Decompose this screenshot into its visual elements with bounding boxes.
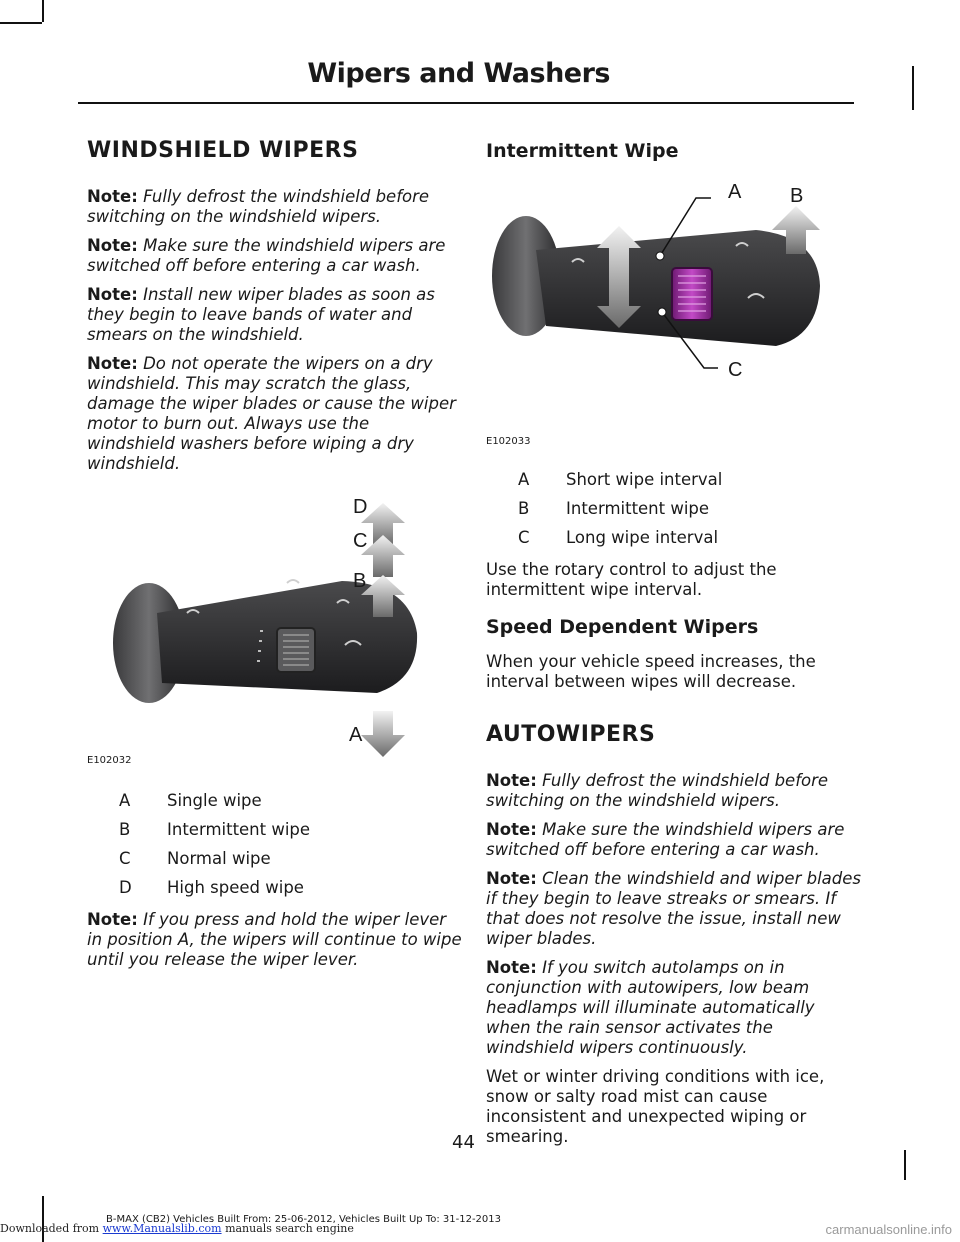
legend-text: Long wipe interval	[566, 528, 719, 547]
note	[486, 869, 861, 949]
rotary-control-figure	[486, 176, 861, 446]
legend-key: B	[518, 499, 530, 518]
autowipers-heading: AUTOWIPERS	[486, 722, 656, 747]
crop-mark	[42, 1196, 44, 1242]
download-prefix: Downloaded from	[0, 1222, 100, 1235]
crop-mark	[904, 1150, 906, 1180]
legend-text: High speed wipe	[167, 878, 304, 897]
note	[87, 910, 462, 970]
note-label: Note:	[486, 820, 537, 839]
figure-label: B	[790, 185, 804, 207]
note-text: If you press and hold the wiper lever in position A, the wipers will continue to wipe until you release the wiper lever.	[87, 910, 462, 969]
figure-code: E102032	[87, 755, 132, 766]
legend-row	[87, 791, 462, 811]
note-text: Make sure the windshield wipers are switched off before entering a car wash.	[486, 820, 845, 859]
note-label: Note:	[87, 187, 138, 206]
speed-dependent-heading: Speed Dependent Wipers	[486, 616, 759, 638]
note	[486, 820, 861, 860]
wiper-lever-figure	[87, 483, 462, 773]
legend-row	[87, 849, 462, 869]
note-label: Note:	[87, 910, 138, 929]
legend-text: Intermittent wipe	[167, 820, 311, 839]
legend-row	[87, 878, 462, 898]
figure-label: A	[349, 724, 363, 746]
crop-mark	[912, 66, 914, 110]
legend-text: Single wipe	[167, 791, 262, 810]
note-label: Note:	[87, 354, 138, 373]
note	[486, 771, 861, 811]
note-text: Do not operate the wipers on a dry windshield. This may scratch the glass, damage the wiper blades or cause the wiper motor to burn out. Always use the windshield washers before wiping a dry windshield.	[87, 354, 456, 473]
legend-row	[486, 528, 861, 548]
note-text: Install new wiper blades as soon as they begin to leave bands of water and smears on the windshield.	[87, 285, 435, 344]
page-number: 44	[452, 1132, 475, 1153]
note-label: Note:	[486, 958, 537, 977]
note	[87, 236, 462, 276]
note-text: Make sure the windshield wipers are switched off before entering a car wash.	[87, 236, 446, 275]
footer-vehicle-line: B-MAX (CB2) Vehicles Built From: 25-06-2012, Vehicles Built Up To: 31-12-2013	[106, 1214, 501, 1225]
legend-text: Short wipe interval	[566, 470, 723, 489]
figure-label: C	[728, 359, 743, 381]
header-divider	[78, 102, 854, 104]
note	[87, 285, 462, 345]
note-text: Fully defrost the windshield before switching on the windshield wipers.	[486, 771, 829, 810]
legend-key: A	[119, 791, 131, 810]
windshield-wipers-heading: WINDSHIELD WIPERS	[87, 138, 359, 163]
note	[87, 187, 462, 227]
footer-download-line	[0, 1222, 354, 1235]
legend-row	[87, 820, 462, 840]
speed-paragraph: When your vehicle speed increases, the interval between wipes will decrease.	[486, 652, 816, 691]
legend-text: Intermittent wipe	[566, 499, 710, 518]
final-paragraph: Wet or winter driving conditions with ice, snow or salty road mist can cause inconsistent and unexpected wiping or smearing.	[486, 1067, 825, 1146]
crop-mark	[42, 0, 44, 22]
rotary-paragraph: Use the rotary control to adjust the intermittent wipe interval.	[486, 560, 777, 599]
note	[87, 354, 462, 474]
figure-label: B	[353, 570, 367, 592]
note-label: Note:	[87, 285, 138, 304]
legend	[486, 470, 861, 548]
legend-row	[486, 499, 861, 519]
legend-text: Normal wipe	[167, 849, 271, 868]
download-suffix: manuals search engine	[225, 1222, 354, 1235]
legend-key: C	[518, 528, 530, 547]
legend	[87, 791, 462, 898]
rotary-control-illustration	[486, 176, 861, 431]
left-column	[87, 128, 462, 979]
note-label: Note:	[87, 236, 138, 255]
figure-label: D	[353, 496, 368, 518]
note-label: Note:	[486, 869, 537, 888]
figure-code: E102033	[486, 436, 531, 447]
intermittent-wipe-heading: Intermittent Wipe	[486, 140, 679, 162]
legend-key: A	[518, 470, 530, 489]
note-text: If you switch autolamps on in conjunction with autowipers, low beam headlamps will illuminate automatically when the rain sensor activates the windshield wipers continuously.	[486, 958, 815, 1057]
manualslib-link[interactable]: www.Manualslib.com	[102, 1222, 222, 1235]
legend-key: D	[119, 878, 132, 897]
section-title: Wipers and Washers	[307, 58, 610, 89]
legend-key: C	[119, 849, 131, 868]
right-column	[486, 128, 861, 1156]
figure-label: C	[353, 530, 368, 552]
crop-mark	[0, 22, 42, 24]
legend-key: B	[119, 820, 131, 839]
note	[486, 958, 861, 1058]
legend-row	[486, 470, 861, 490]
note-label: Note:	[486, 771, 537, 790]
wiper-lever-illustration	[87, 483, 462, 763]
note-text: Fully defrost the windshield before switching on the windshield wipers.	[87, 187, 430, 226]
watermark: carmanualsonline.info	[825, 1222, 952, 1237]
note-text: Clean the windshield and wiper blades if they begin to leave streaks or smears. If that does not resolve the issue, install new wiper blades.	[486, 869, 861, 948]
figure-label: A	[728, 181, 742, 203]
